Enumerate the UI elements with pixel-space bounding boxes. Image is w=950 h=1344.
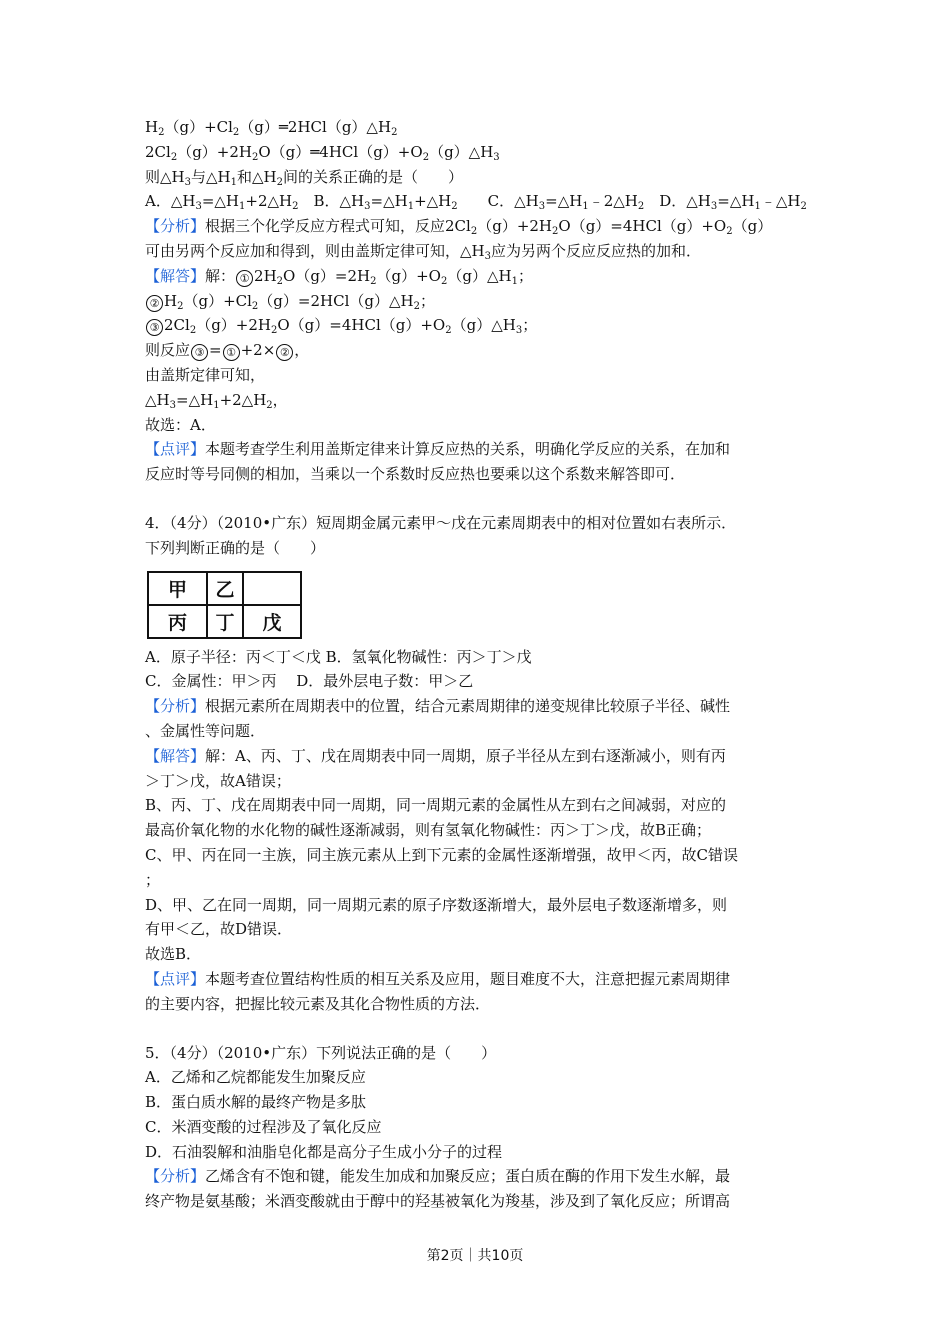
solution-line: ③ $2Cl_2(g)+2H_2O(g)=4HCl(g)+O_2(g)\triangle H_3$； <box>145 313 805 338</box>
question-4-stem: 4．（4分）（2010•广东）短周期金属元素甲～戊在元素周期表中的相对位置如右表所示． <box>145 513 737 532</box>
question-4-options: A．原子半径：丙＜丁＜戊 B．氢氧化物碱性：丙＞丁＞戊 <box>145 647 532 666</box>
solution-line: 由盖斯定律可知， <box>145 365 266 384</box>
option-b: B．蛋白质水解的最终产物是多肽 <box>145 1093 367 1112</box>
equation-3: $2Cl_2(g)+2H_2O(g)═4HCl(g)+O_2(g)\triangle H_3$ <box>145 142 500 163</box>
analysis-line: 、金属性等问题． <box>145 721 266 740</box>
solution-line: C、甲、丙在同一主族，同主族元素从上到下元素的金属性逐渐增强，故甲＜丙，故C错误 <box>145 845 738 864</box>
solution-line: ＞丁＞戊，故A错误； <box>145 771 291 790</box>
question-3-prompt: 则$\triangle H_3$与$\triangle H_1$和$\triangle H_2$间的关系正确的是（ ） <box>145 167 464 188</box>
solution-line: ② $H_2(g)+Cl_2(g)=2HCl(g)\triangle H_2$； <box>145 289 805 314</box>
page-footer: 第2页｜共10页 <box>426 1248 524 1264</box>
equation-2: $H_2(g)+Cl_2(g)═2HCl(g)\triangle H_2$ <box>145 118 398 138</box>
comment-line: 的主要内容，把握比较元素及其化合物性质的方法． <box>145 994 491 1013</box>
solution-line: 有甲＜乙，故D错误． <box>145 920 293 939</box>
solution-line: B、丙、丁、戊在周期表中同一周期，同一周期元素的金属性从左到右之间减弱，对应的 <box>145 796 727 815</box>
solution-line: 故选B． <box>145 945 202 964</box>
solution-line: 【解答】解： ① $2H_2O(g)=2H_2(g)+O_2(g)\triangle H_1$； <box>145 266 533 287</box>
analysis-tag: 【分析】 <box>145 697 206 716</box>
analysis-tag: 【分析】 <box>145 217 206 236</box>
comment-tag: 【点评】 <box>145 969 206 988</box>
solution-tag: 【解答】 <box>145 266 206 285</box>
analysis-line: 【分析】乙烯含有不饱和键，能发生加成和加聚反应；蛋白质在酶的作用下发生水解，最 <box>145 1167 731 1186</box>
comment-tag: 【点评】 <box>145 440 206 459</box>
question-5-stem: 5．（4分）（2010•广东）下列说法正确的是（ ） <box>145 1043 497 1062</box>
option-c: C．米酒变酸的过程涉及了氧化反应 <box>145 1117 382 1136</box>
solution-line: ； <box>145 870 161 889</box>
solution-line: 故选：A． <box>145 415 216 434</box>
analysis-line: 【分析】根据元素所在周期表中的位置，结合元素周期律的递变规律比较原子半径、碱性 <box>145 697 731 716</box>
document-body <box>145 115 805 1214</box>
table-cell: 戊 <box>243 605 301 638</box>
table-cell: 甲 <box>148 572 207 605</box>
comment-line: 【点评】本题考查学生利用盖斯定律来计算反应热的关系，明确化学反应的关系，在加和 <box>145 440 731 459</box>
periodic-table-fragment <box>147 571 302 639</box>
comment-line: 【点评】本题考查位置结构性质的相互关系及应用，题目难度不大，注意把握元素周期律 <box>145 969 731 988</box>
analysis-line: 可由另两个反应加和得到，则由盖斯定律可知，$\triangle H_3$应为另两个反应反应热的加和． <box>145 241 702 262</box>
solution-line: 最高价氧化物的水化物的碱性逐渐减弱，则有氢氧化物碱性：丙＞丁＞戊，故B正确； <box>145 821 712 840</box>
solution-line: $\triangle H_3=\triangle H_1+2\triangle H_2$， <box>145 390 288 411</box>
option-d: D．石油裂解和油脂皂化都是高分子生成小分子的过程 <box>145 1142 503 1161</box>
solution-tag: 【解答】 <box>145 746 206 765</box>
question-4-options: C．金属性：甲＞丙 D．最外层电子数：甲＞乙 <box>145 672 474 691</box>
table-cell <box>243 572 301 605</box>
table-cell: 丙 <box>148 605 207 638</box>
question-3-options: A．$\triangle H_3=\triangle H_1+2\triangle H_2$ B．$\triangle H_3=\triangle H_1+\triangle H_2$ C．$\triangle H_3=\triangle H_1﹣2\triangle H_2$ D．$\triangle H_3=\triangle H_1﹣\triangle H_2$ <box>145 192 807 213</box>
analysis-line: 【分析】根据三个化学反应方程式可知，反应$2Cl_2(g)+2H_2O(g)=4HCl(g)+O_2(g)$ <box>145 217 773 238</box>
comment-line: 反应时等号同侧的相加，当乘以一个系数时反应热也要乘以这个系数来解答即可． <box>145 465 686 484</box>
solution-line: 【解答】解：A、丙、丁、戊在周期表中同一周期，原子半径从左到右逐渐减小，则有丙 <box>145 746 726 765</box>
analysis-tag: 【分析】 <box>145 1167 206 1186</box>
solution-line: 则反应 ③ = ① +2× ② ， <box>145 341 310 360</box>
analysis-line: 终产物是氨基酸；米酒变酸就由于醇中的羟基被氧化为羧基，涉及到了氧化反应；所谓高 <box>145 1192 731 1211</box>
question-4-stem: 下列判断正确的是（ ） <box>145 538 326 557</box>
option-a: A．乙烯和乙烷都能发生加聚反应 <box>145 1068 366 1087</box>
solution-line: D、甲、乙在同一周期，同一周期元素的原子序数逐渐增大，最外层电子数逐渐增多，则 <box>145 895 728 914</box>
table-cell: 丁 <box>207 605 243 638</box>
table-cell: 乙 <box>207 572 243 605</box>
